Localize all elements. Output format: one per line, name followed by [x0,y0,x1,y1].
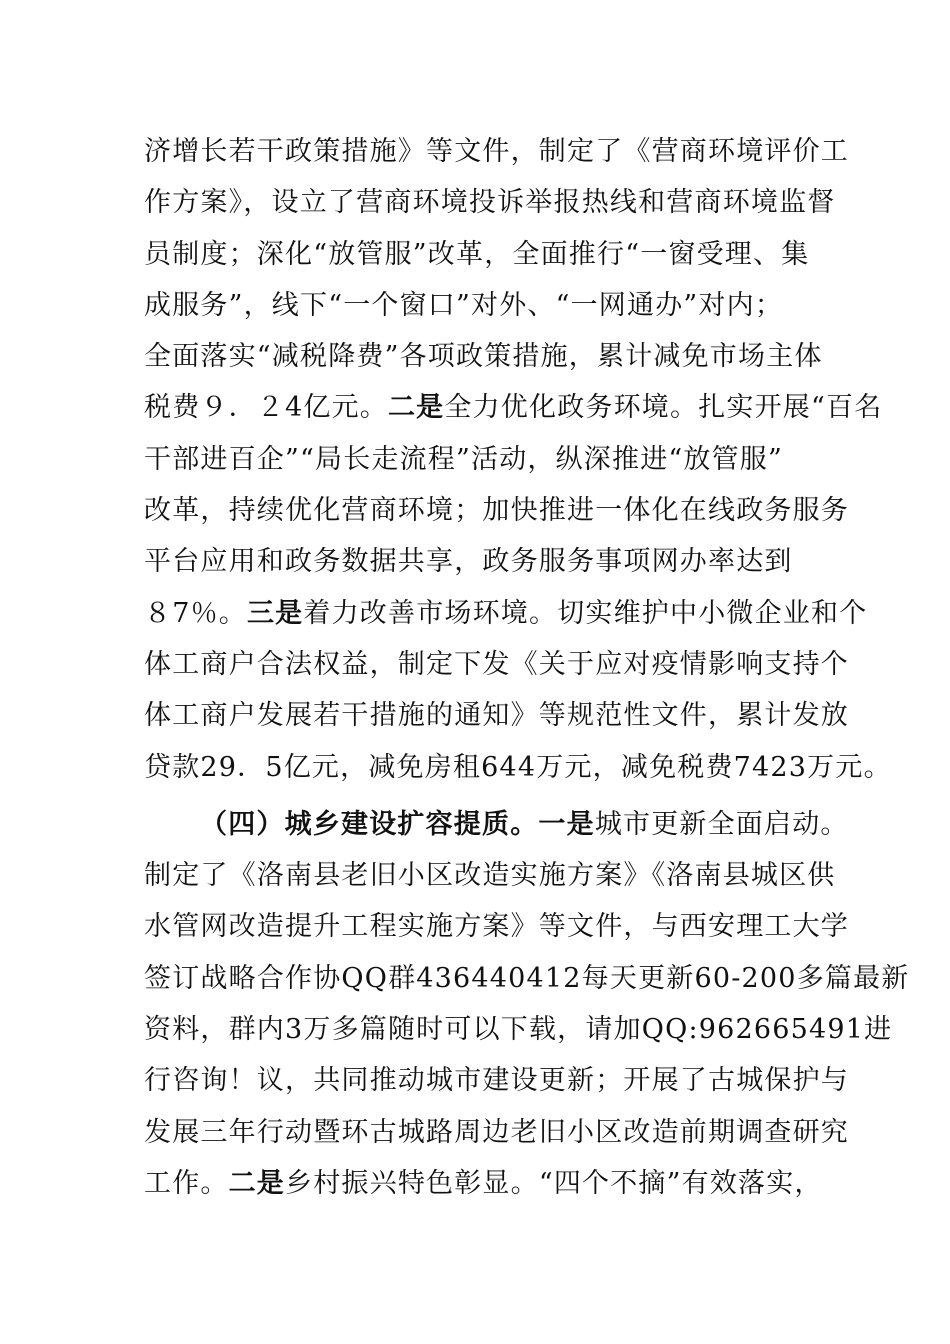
text-line: 体工商户合法权益，制定下发《关于应对疫情影响支持个 [144,648,849,680]
text-line [144,799,849,850]
text-line: 员制度；深化“放管服”改革，全面推行“一窗受理、集 [144,238,810,270]
text-line [144,1158,823,1209]
text-line: 行咨询！议，共同推动城市建设更新；开展了古城保护与 [144,1065,849,1097]
text-line: 签订战略合作协QQ群436440412每天更新60-200多篇最新 [144,962,910,994]
text-run: 乡村振兴特色彰显。“四个不摘”有效落实， [285,1167,823,1199]
text-run: ８7％。 [144,597,247,629]
emphasis-marker: 二是 [387,392,445,424]
text-line [144,588,868,639]
text-run: 全力优化政务环境。扎实开展“百名 [444,392,883,424]
section-heading: （四）城乡建设扩容提质。 [200,808,539,840]
text-line: 全面落实“减税降费”各项政策措施，累计减免市场主体 [144,341,823,373]
text-line [144,382,883,433]
text-line: 改革，持续优化营商环境；加快推进一体化在线政务服务 [144,495,849,527]
text-run: 工作。 [144,1167,229,1199]
text-line: 济增长若干政策措施》等文件，制定了《营商环境评价工 [144,136,849,167]
text-line: 成服务”，线下“一个窗口”对外、“一网通办”对内； [144,289,784,321]
text-run: 税费９．２4亿元。 [144,392,388,424]
text-line: 水管网改造提升工程实施方案》等文件，与西安理工大学 [144,911,849,943]
text-line: 平台应用和政务数据共享，政务服务事项网办率达到 [144,546,793,578]
text-line: 制定了《洛南县老旧小区改造实施方案》《洛南县城区供 [144,860,836,892]
emphasis-marker: 二是 [228,1167,286,1199]
text-line: 体工商户发展若干措施的通知》等规范性文件，累计发放 [144,700,849,732]
body-text [144,126,910,1209]
text-run: 着力改善市场环境。切实维护中小微企业和个 [303,597,868,629]
text-line: 贷款29．5亿元，减免房租644万元，减免税费7423万元。 [144,751,892,783]
paragraph-business-environment [144,126,892,793]
text-line: 资料，群内3万多篇随时可以下载，请加QQ:962665491进 [144,1014,893,1046]
text-line: 发展三年行动暨环古城路周边老旧小区改造前期调查研究 [144,1116,849,1148]
text-run: 城市更新全面启动。 [594,808,849,840]
text-line: 干部进百企”“局长走流程”活动，纵深推进“放管服” [144,443,784,475]
text-line: 作方案》，设立了营商环境投诉举报热线和营商环境监督 [144,187,836,219]
emphasis-marker: 三是 [246,597,304,629]
paragraph-urban-rural-construction [144,799,910,1209]
emphasis-marker: 一是 [538,808,595,840]
